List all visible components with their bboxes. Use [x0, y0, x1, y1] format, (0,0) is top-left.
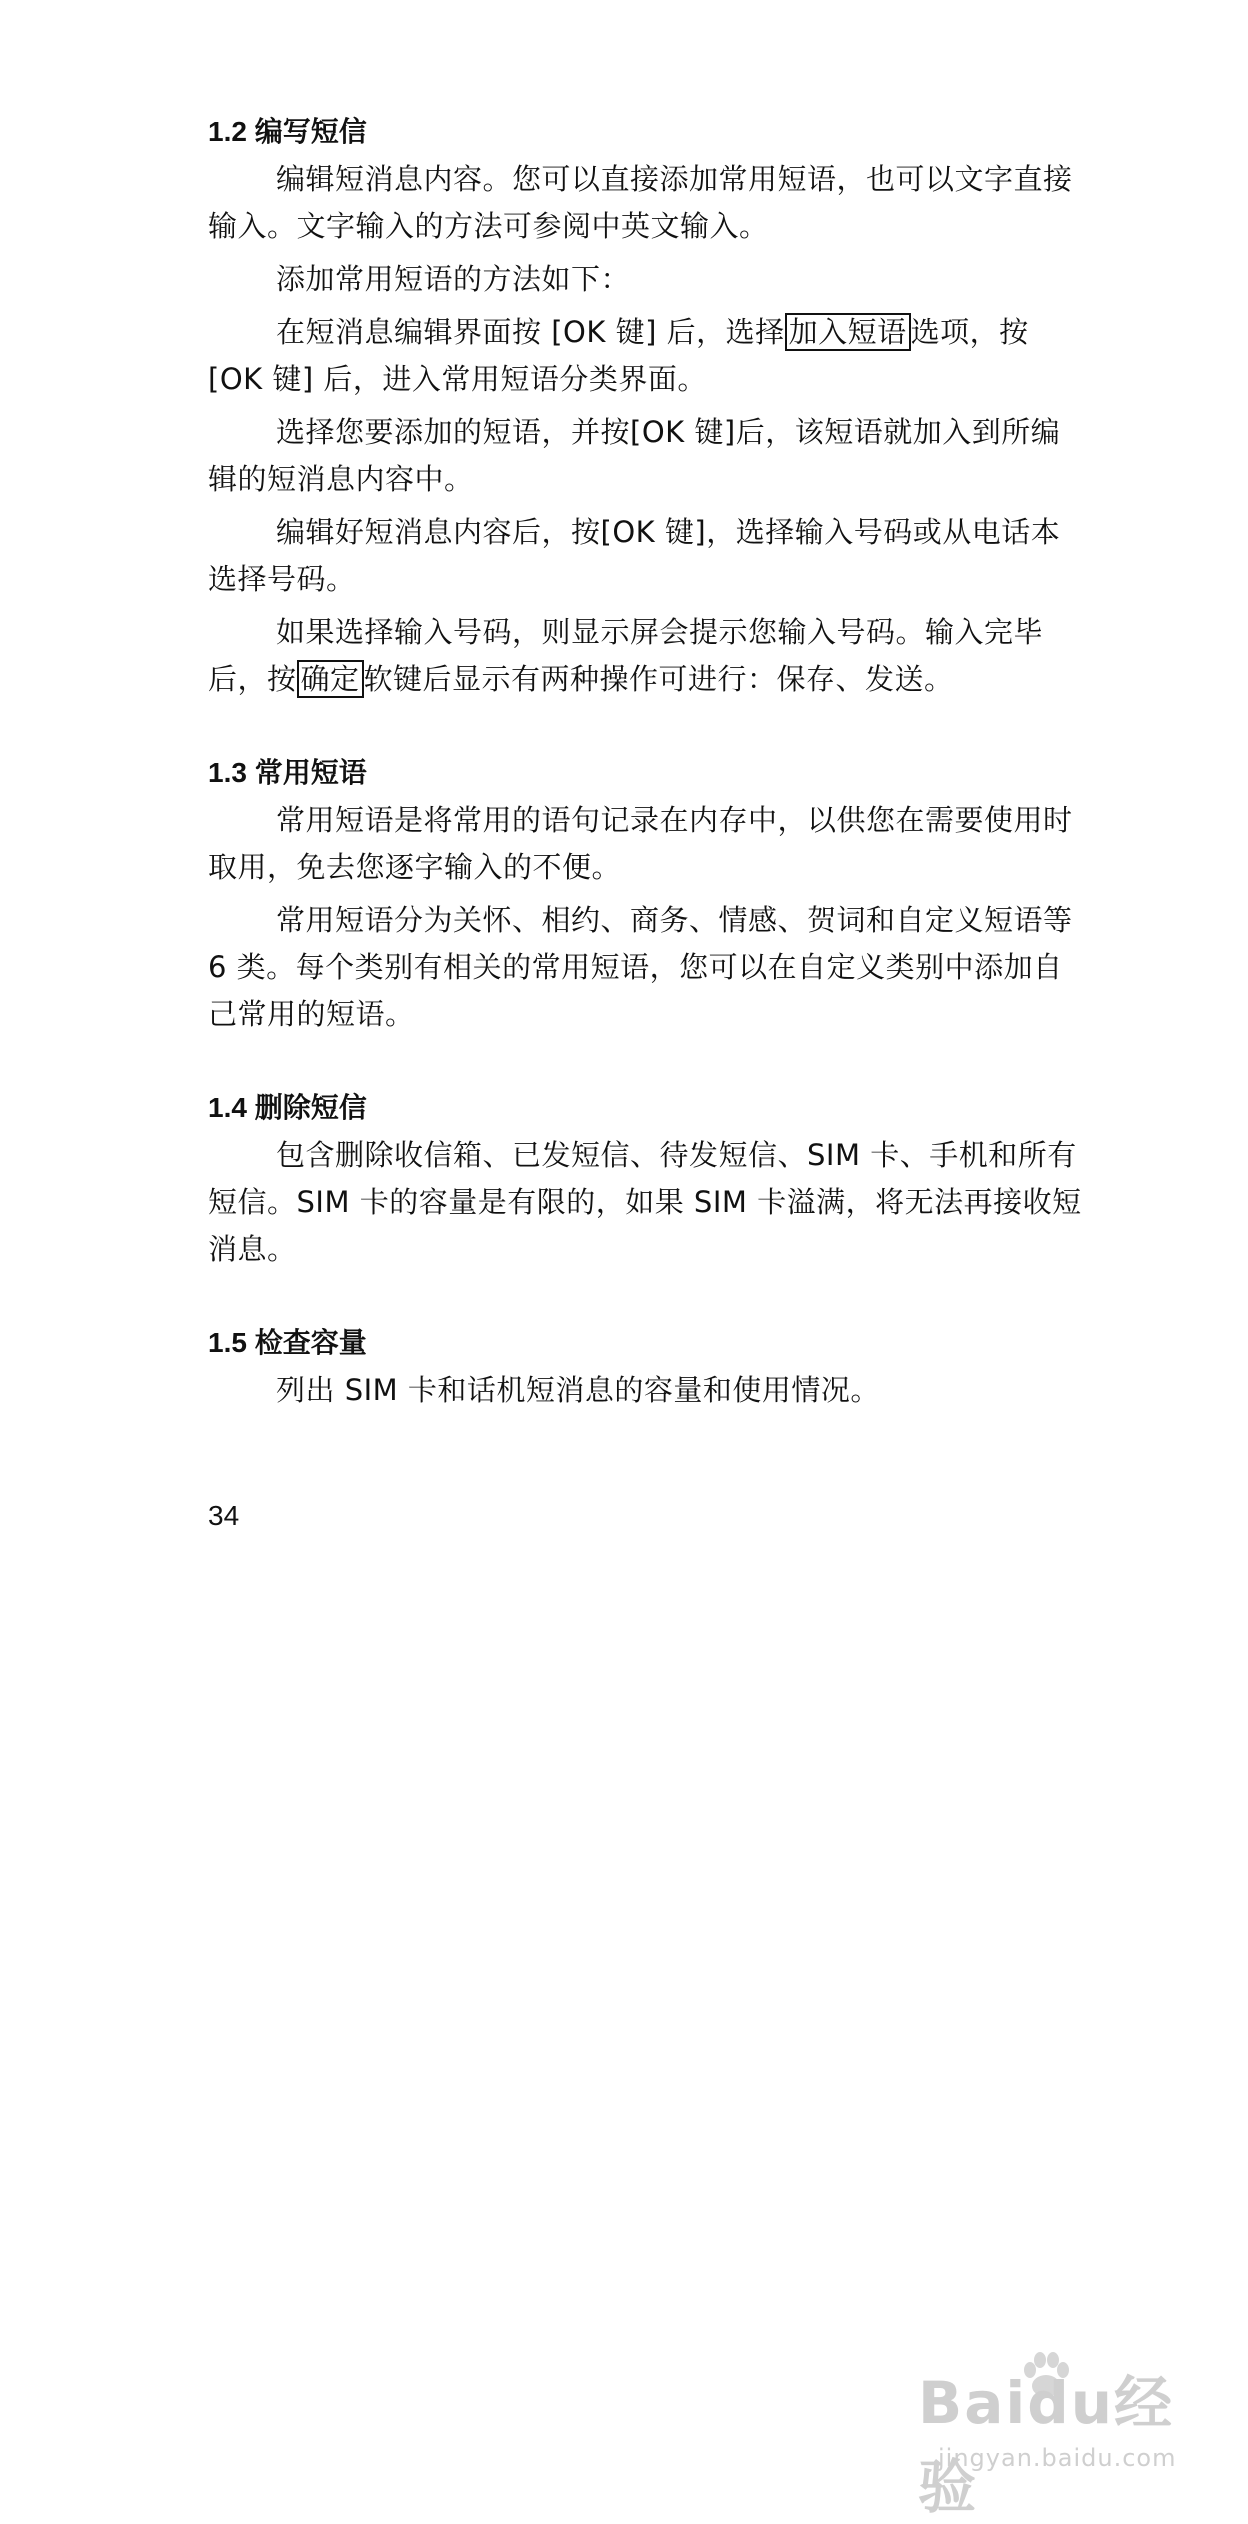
- section-heading: 1.2 编写短信: [208, 116, 367, 147]
- watermark-logo: Baidu经验: [918, 2369, 1175, 2521]
- paragraph: [208, 309, 1088, 403]
- paragraph: [208, 797, 1088, 891]
- paragraph-text: 软键后显示有两种操作可进行：保存、发送。: [363, 662, 954, 696]
- paragraph: [208, 156, 1088, 250]
- paragraph: [208, 1367, 1088, 1414]
- paragraph: [208, 509, 1088, 603]
- paragraph-text: 常用短语分为关怀、相约、商务、情感、贺词和自定义短语等 6 类。每个类别有相关的常用短语，您可以在自定义类别中添加自己常用的短语。: [208, 903, 1073, 1031]
- paragraph-text: 包含删除收信箱、已发短信、待发短信、SIM 卡、手机和所有短信。SIM 卡的容量是有限的，如果 SIM 卡溢满，将无法再接收短消息。: [208, 1138, 1082, 1266]
- paragraph-text: 在短消息编辑界面按 [OK 键] 后，选择: [276, 315, 785, 349]
- paragraph: [208, 1132, 1088, 1273]
- section: [208, 751, 1088, 1038]
- section-heading: 1.4 删除短信: [208, 1092, 367, 1123]
- section: [208, 1086, 1088, 1273]
- paragraph: [208, 409, 1088, 503]
- paragraph-text: 选项，按 [OK 键] 后，进入常用短语分类界面。: [208, 315, 1029, 396]
- paragraph-text: 添加常用短语的方法如下：: [276, 262, 631, 296]
- paragraph-text: 列出 SIM 卡和话机短消息的容量和使用情况。: [276, 1373, 880, 1407]
- paragraph-text: 选择您要添加的短语，并按[OK 键]后，该短语就加入到所编辑的短消息内容中。: [208, 415, 1061, 496]
- baidu-jingyan-watermark: [898, 2346, 1218, 2521]
- boxed-ui-term: 确定: [297, 660, 364, 698]
- boxed-ui-term: 加入短语: [785, 313, 911, 351]
- paragraph-text: 常用短语是将常用的语句记录在内存中，以供您在需要使用时取用，免去您逐字输入的不便。: [208, 803, 1073, 884]
- section-heading: 1.5 检查容量: [208, 1327, 367, 1358]
- page-number: 34: [208, 1500, 240, 1531]
- section-heading: 1.3 常用短语: [208, 757, 367, 788]
- paragraph: [208, 897, 1088, 1038]
- section: [208, 110, 1088, 703]
- paragraph-text: 编辑好短消息内容后，按[OK 键]，选择输入号码或从电话本选择号码。: [208, 515, 1061, 596]
- paragraph: [208, 256, 1088, 303]
- paragraph-text: 如果选择输入号码，则显示屏会提示您输入号码。输入完毕后，按: [208, 615, 1044, 696]
- watermark-url: jingyan.baidu.com: [938, 2444, 1177, 2472]
- paragraph-text: 编辑短消息内容。您可以直接添加常用短语，也可以文字直接输入。文字输入的方法可参阅中英文输入。: [208, 162, 1073, 243]
- document-body: [208, 110, 1088, 1462]
- section: [208, 1321, 1088, 1414]
- paragraph: [208, 609, 1088, 703]
